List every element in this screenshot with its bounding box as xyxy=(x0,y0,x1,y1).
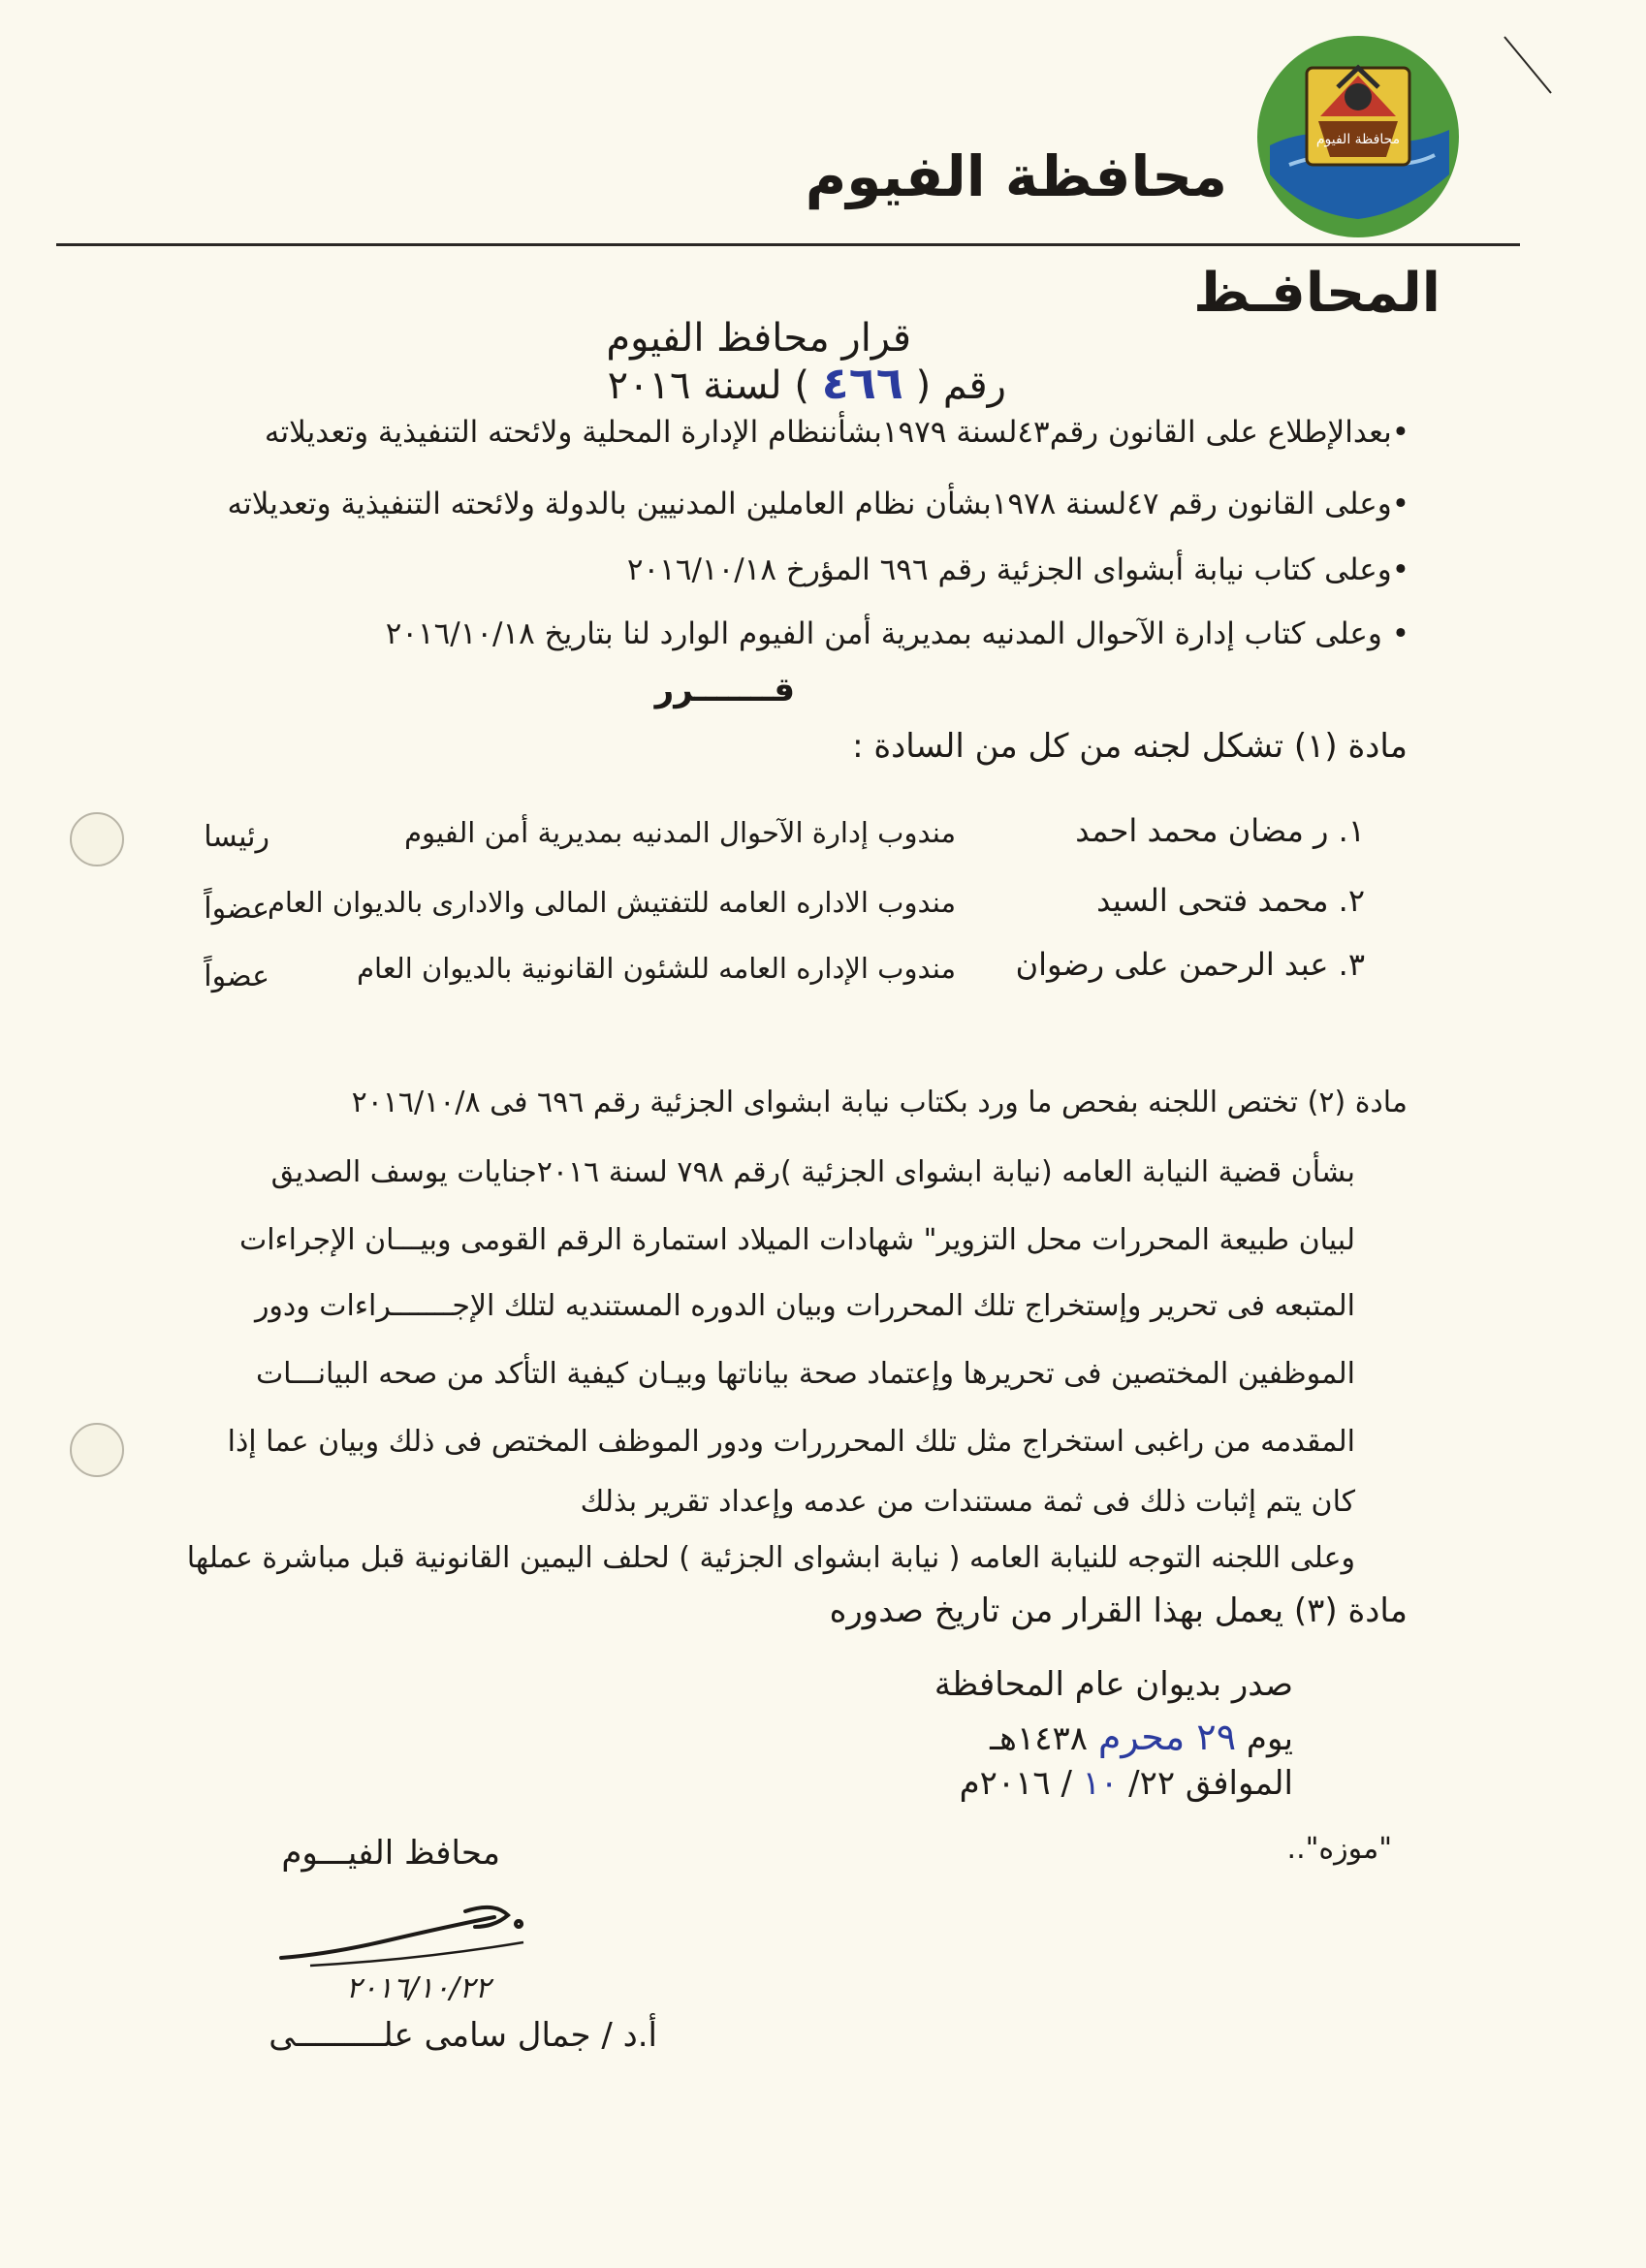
decision-number xyxy=(608,357,1006,409)
article-2-line: بشأن قضية النيابة العامه (نيابة ابشواى الجزئية )رقم ٧٩٨ لسنة ٢٠١٦جنايات يوسف الصديق xyxy=(270,1155,1355,1189)
issued-greg-month-handwritten: ١٠ xyxy=(1082,1764,1119,1803)
article-2-line: كان يتم إثبات ذلك فى ثمة مستندات من عدمه وإعداد تقرير بذلك xyxy=(580,1485,1355,1519)
member-role: عضواً xyxy=(204,892,269,926)
issued-day-handwritten: ٢٩ محرم xyxy=(1097,1716,1237,1758)
signature-title: محافظ الفيـــوم xyxy=(281,1834,500,1873)
preamble-line-2: •وعلى القانون رقم ٤٧لسنة ١٩٧٨بشأن نظام العاملين المدنيين بالدولة ولائحته التنفيذية وتعديلاته xyxy=(227,487,1409,521)
decision-number-suffix: ) لسنة ٢٠١٦ xyxy=(607,363,809,408)
decided-heading: قـــــــرر xyxy=(654,671,795,709)
preamble-line-1: •بعدالإطلاع على القانون رقم٤٣لسنة ١٩٧٩بشأننظام الإدارة المحلية ولائحته التنفيذية وتعديلاته xyxy=(264,415,1409,450)
issued-line: صدر بديوان عام المحافظة xyxy=(934,1665,1293,1704)
article-3-text: مادة (٣) يعمل بهذا القرار من تاريخ صدوره xyxy=(829,1591,1408,1630)
article-2-line: مادة (٢) تختص اللجنه بفحص ما ورد بكتاب نيابة ابشواى الجزئية رقم ٦٩٦ فى ٢٠١٦/١٠/٨ xyxy=(351,1086,1408,1119)
member-name: ١. ر مضان محمد احمد xyxy=(1075,812,1365,849)
punch-hole-bottom xyxy=(70,1423,124,1477)
article-2-line: المتبعه فى تحرير وإستخراج تلك المحررات وبيان الدوره المستنديه لتلك الإجـــــــراءات ودور xyxy=(254,1289,1355,1323)
member-role: عضواً xyxy=(204,960,269,993)
issued-corresponding-label: الموافق xyxy=(1185,1764,1293,1803)
signatory-name: أ.د / جمال سامى علـــــــــى xyxy=(269,2016,657,2055)
decision-number-handwritten: ٤٦٦ xyxy=(821,357,903,409)
handwritten-signature xyxy=(271,1898,562,1975)
issued-hijri-year: ١٤٣٨هـ xyxy=(990,1719,1088,1758)
header-divider xyxy=(56,243,1520,246)
issued-greg-year: / ٢٠١٦م xyxy=(959,1764,1072,1803)
article-2-line: المقدمه من راغبى استخراج مثل تلك المحرررات ودور الموظف المختص فى ذلك وبيان عما إذا xyxy=(227,1425,1355,1459)
article-1-text: مادة (١) تشكل لجنه من كل من السادة : xyxy=(852,727,1408,766)
governorate-name: محافظة الفيوم xyxy=(805,143,1227,209)
member-desc: مندوب إدارة الآحوال المدنيه بمديرية أمن الفيوم xyxy=(404,816,956,849)
member-name: ٢. محمد فتحى السيد xyxy=(1096,882,1365,919)
decision-number-prefix: رقم ( xyxy=(915,363,1006,408)
issued-hijri-date xyxy=(990,1716,1293,1758)
issued-gregorian-date xyxy=(960,1764,1293,1803)
member-desc: مندوب الاداره العامه للتفتيش المالى والادارى بالديوان العام xyxy=(267,886,956,919)
member-desc: مندوب الإداره العامه للشئون القانونية بالديوان العام xyxy=(357,952,956,985)
article-2-line: وعلى اللجنه التوجه للنيابة العامه ( نيابة ابشواى الجزئية ) لحلف اليمين القانونية قبل مباشرة عملها xyxy=(186,1541,1355,1575)
article-2-line: لبيان طبيعة المحررات محل التزوير" شهادات الميلاد استمارة الرقم القومى وبيـــان الإجراءات xyxy=(238,1223,1355,1257)
member-name: ٣. عبد الرحمن على رضوان xyxy=(1015,946,1365,983)
punch-hole-top xyxy=(70,812,124,866)
governorate-seal-icon xyxy=(1250,29,1466,244)
office-title: المحافـظ xyxy=(1193,262,1440,325)
issued-day-label: يوم xyxy=(1246,1719,1293,1758)
article-2-line: الموظفين المختصين فى تحريرها وإعتماد صحة بياناتها وبيـان كيفية التأكد من صحه البيانـــات xyxy=(255,1357,1355,1391)
decision-title: قرار محافظ الفيوم xyxy=(606,316,911,361)
typist-initials: "موزه".. xyxy=(1286,1832,1392,1866)
member-role: رئيسا xyxy=(204,820,269,854)
preamble-line-3: •وعلى كتاب نيابة أبشواى الجزئية رقم ٦٩٦ المؤرخ ٢٠١٦/١٠/١٨ xyxy=(626,552,1409,587)
seal-text: محافظة الفيوم xyxy=(1315,132,1401,147)
signature-date-handwritten: ٢٠١٦/١٠/٢٢ xyxy=(345,1971,491,2005)
corner-pen-mark xyxy=(1501,33,1559,101)
preamble-line-4: • وعلى كتاب إدارة الآحوال المدنيه بمديرية أمن الفيوم الوارد لنا بتاريخ ٢٠١٦/١٠/١٨ xyxy=(385,616,1409,651)
issued-greg-day: ٢٢/ xyxy=(1128,1764,1176,1803)
